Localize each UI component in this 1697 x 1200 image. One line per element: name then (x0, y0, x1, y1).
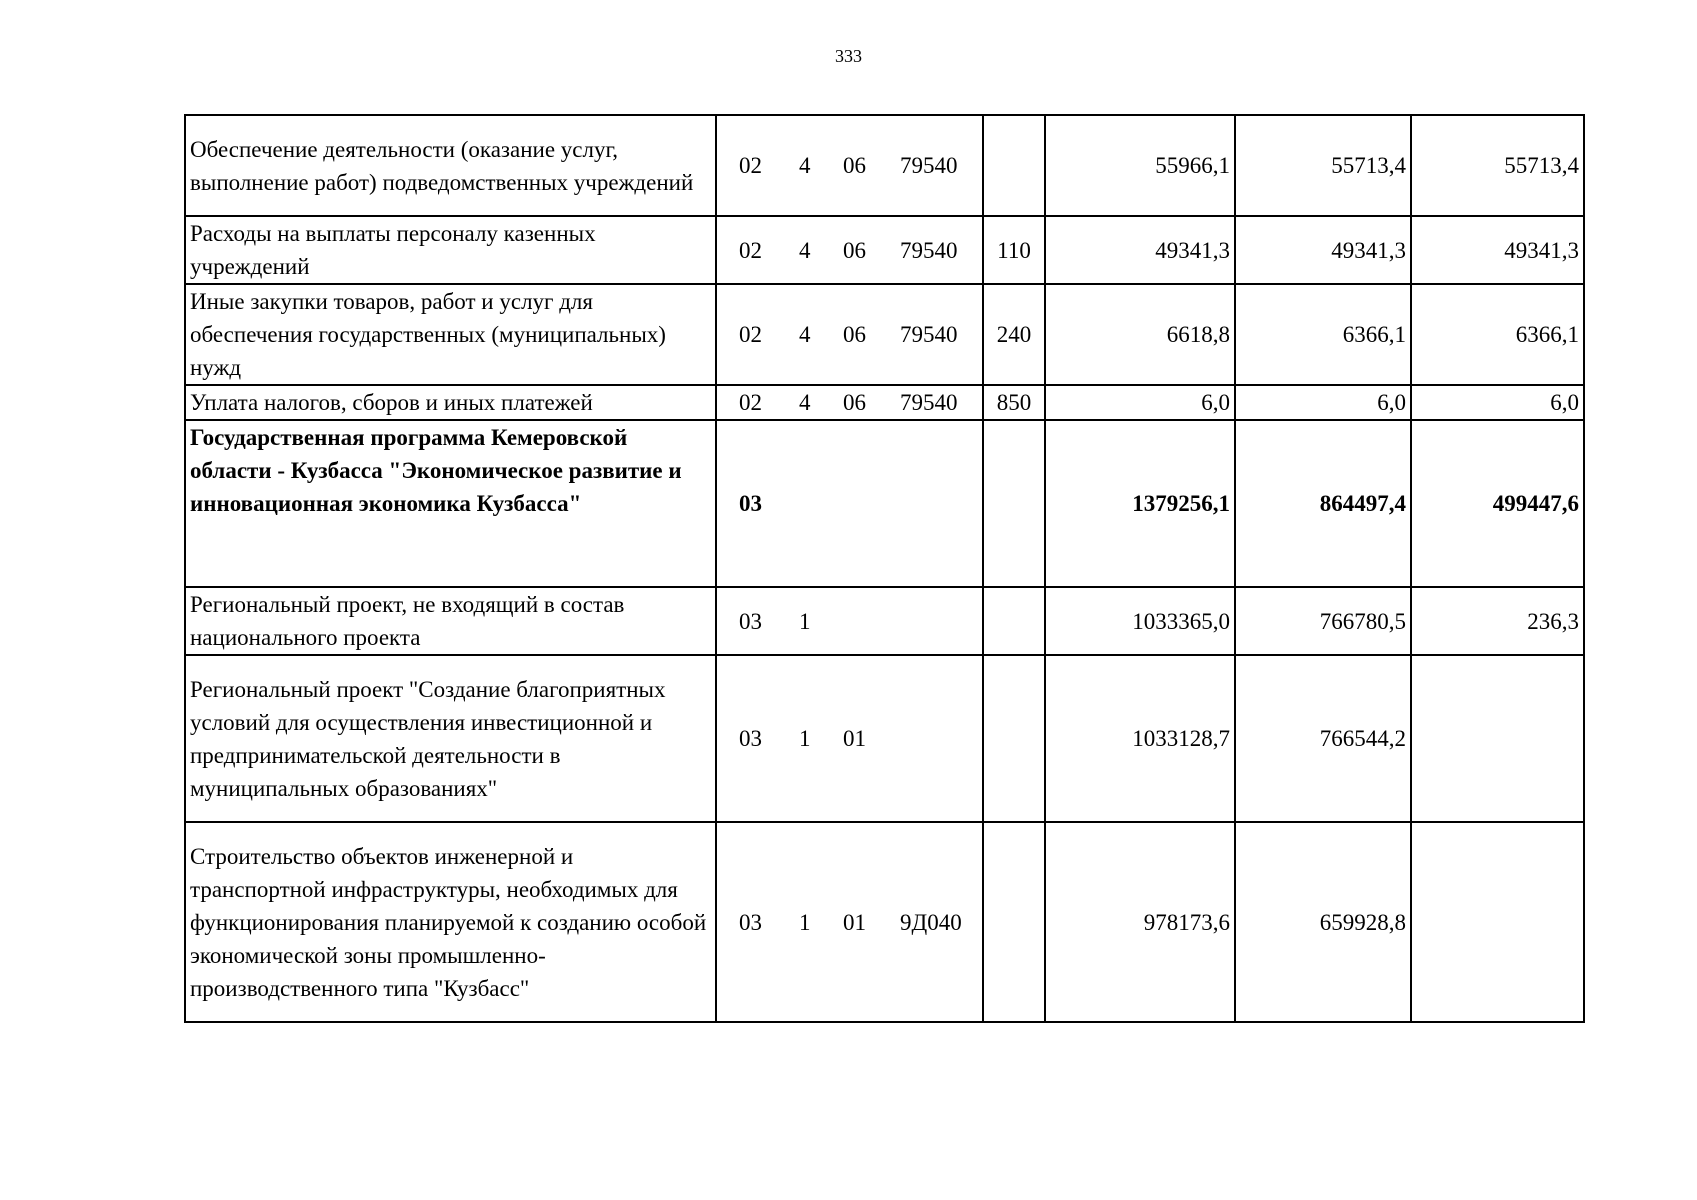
row-codes (716, 115, 983, 216)
amount-year-1: 1033128,7 (1045, 655, 1235, 822)
table-row (185, 822, 1584, 1022)
amount-year-2: 49341,3 (1235, 216, 1411, 284)
subprogram-code: 4 (799, 390, 811, 415)
row-name: Иные закупки товаров, работ и услуг для обеспечения государственных (муниципальных) нужд (185, 284, 716, 385)
expense-type: 110 (983, 216, 1045, 284)
event-code: 01 (843, 726, 866, 751)
row-name: Региональный проект, не входящий в состав национального проекта (185, 587, 716, 655)
subprogram-code: 4 (799, 153, 811, 178)
subprogram-code: 1 (799, 608, 811, 634)
amount-year-2: 6366,1 (1235, 284, 1411, 385)
program-code: 03 (739, 608, 762, 634)
table-row (185, 284, 1584, 385)
amount-year-1: 49341,3 (1045, 216, 1235, 284)
expense-type (983, 115, 1045, 216)
row-name: Расходы на выплаты персоналу казенных учреждений (185, 216, 716, 284)
amount-year-2: 864497,4 (1235, 420, 1411, 587)
amount-year-1: 1033365,0 (1045, 587, 1235, 655)
amount-year-1: 978173,6 (1045, 822, 1235, 1022)
program-code: 03 (739, 726, 762, 751)
event-code: 06 (843, 153, 866, 178)
amount-year-2: 766544,2 (1235, 655, 1411, 822)
table-row (185, 385, 1584, 420)
program-code: 02 (739, 153, 762, 178)
row-name: Уплата налогов, сборов и иных платежей (185, 385, 716, 420)
row-codes (716, 216, 983, 284)
program-code: 03 (739, 491, 762, 516)
amount-year-3: 499447,6 (1411, 420, 1584, 587)
subprogram-code: 1 (799, 909, 811, 935)
direction-code: 79540 (900, 390, 958, 415)
row-name: Региональный проект "Создание благоприятных условий для осуществления инвестиционной и предпринимательской деятельности в муниципальных образованиях" (185, 655, 716, 822)
amount-year-3: 49341,3 (1411, 216, 1584, 284)
amount-year-2: 6,0 (1235, 385, 1411, 420)
row-name: Строительство объектов инженерной и транспортной инфраструктуры, необходимых для функционирования планируемой к созданию особой экономической зоны промышленно-производственного типа "Кузбасс" (185, 822, 716, 1022)
amount-year-2: 55713,4 (1235, 115, 1411, 216)
expense-type (983, 587, 1045, 655)
expense-type (983, 822, 1045, 1022)
row-codes (716, 822, 983, 1022)
expense-type: 240 (983, 284, 1045, 385)
table-row (185, 115, 1584, 216)
event-code: 06 (843, 237, 866, 263)
amount-year-1: 6618,8 (1045, 284, 1235, 385)
budget-table (184, 114, 1585, 1023)
expense-type (983, 655, 1045, 822)
subprogram-code: 4 (799, 322, 811, 347)
amount-year-3: 55713,4 (1411, 115, 1584, 216)
amount-year-3 (1411, 655, 1584, 822)
program-code: 02 (739, 237, 762, 263)
table-row (185, 587, 1584, 655)
row-codes (716, 587, 983, 655)
row-name: Обеспечение деятельности (оказание услуг, выполнение работ) подведомственных учреждений (185, 115, 716, 216)
direction-code: 9Д040 (900, 909, 962, 935)
event-code: 01 (843, 909, 866, 935)
amount-year-1: 55966,1 (1045, 115, 1235, 216)
amount-year-3 (1411, 822, 1584, 1022)
program-code: 03 (739, 909, 762, 935)
subprogram-code: 1 (799, 726, 811, 751)
event-code: 06 (843, 390, 866, 415)
amount-year-1: 1379256,1 (1045, 420, 1235, 587)
direction-code: 79540 (900, 153, 958, 178)
amount-year-3: 6366,1 (1411, 284, 1584, 385)
program-code: 02 (739, 390, 762, 415)
expense-type (983, 420, 1045, 587)
amount-year-3: 236,3 (1411, 587, 1584, 655)
table-row (185, 655, 1584, 822)
row-codes (716, 420, 983, 587)
row-codes (716, 385, 983, 420)
amount-year-1: 6,0 (1045, 385, 1235, 420)
amount-year-2: 766780,5 (1235, 587, 1411, 655)
subprogram-code: 4 (799, 237, 811, 263)
program-code: 02 (739, 322, 762, 347)
direction-code: 79540 (900, 322, 958, 347)
row-name: Государственная программа Кемеровской области - Кузбасса "Экономическое развитие и инновационная экономика Кузбасса" (185, 420, 716, 587)
amount-year-3: 6,0 (1411, 385, 1584, 420)
row-codes (716, 655, 983, 822)
page-number: 333 (835, 46, 862, 66)
table-row-program-total (185, 420, 1584, 587)
direction-code: 79540 (900, 237, 958, 263)
expense-type: 850 (983, 385, 1045, 420)
row-codes (716, 284, 983, 385)
event-code: 06 (843, 322, 866, 347)
table-row (185, 216, 1584, 284)
amount-year-2: 659928,8 (1235, 822, 1411, 1022)
